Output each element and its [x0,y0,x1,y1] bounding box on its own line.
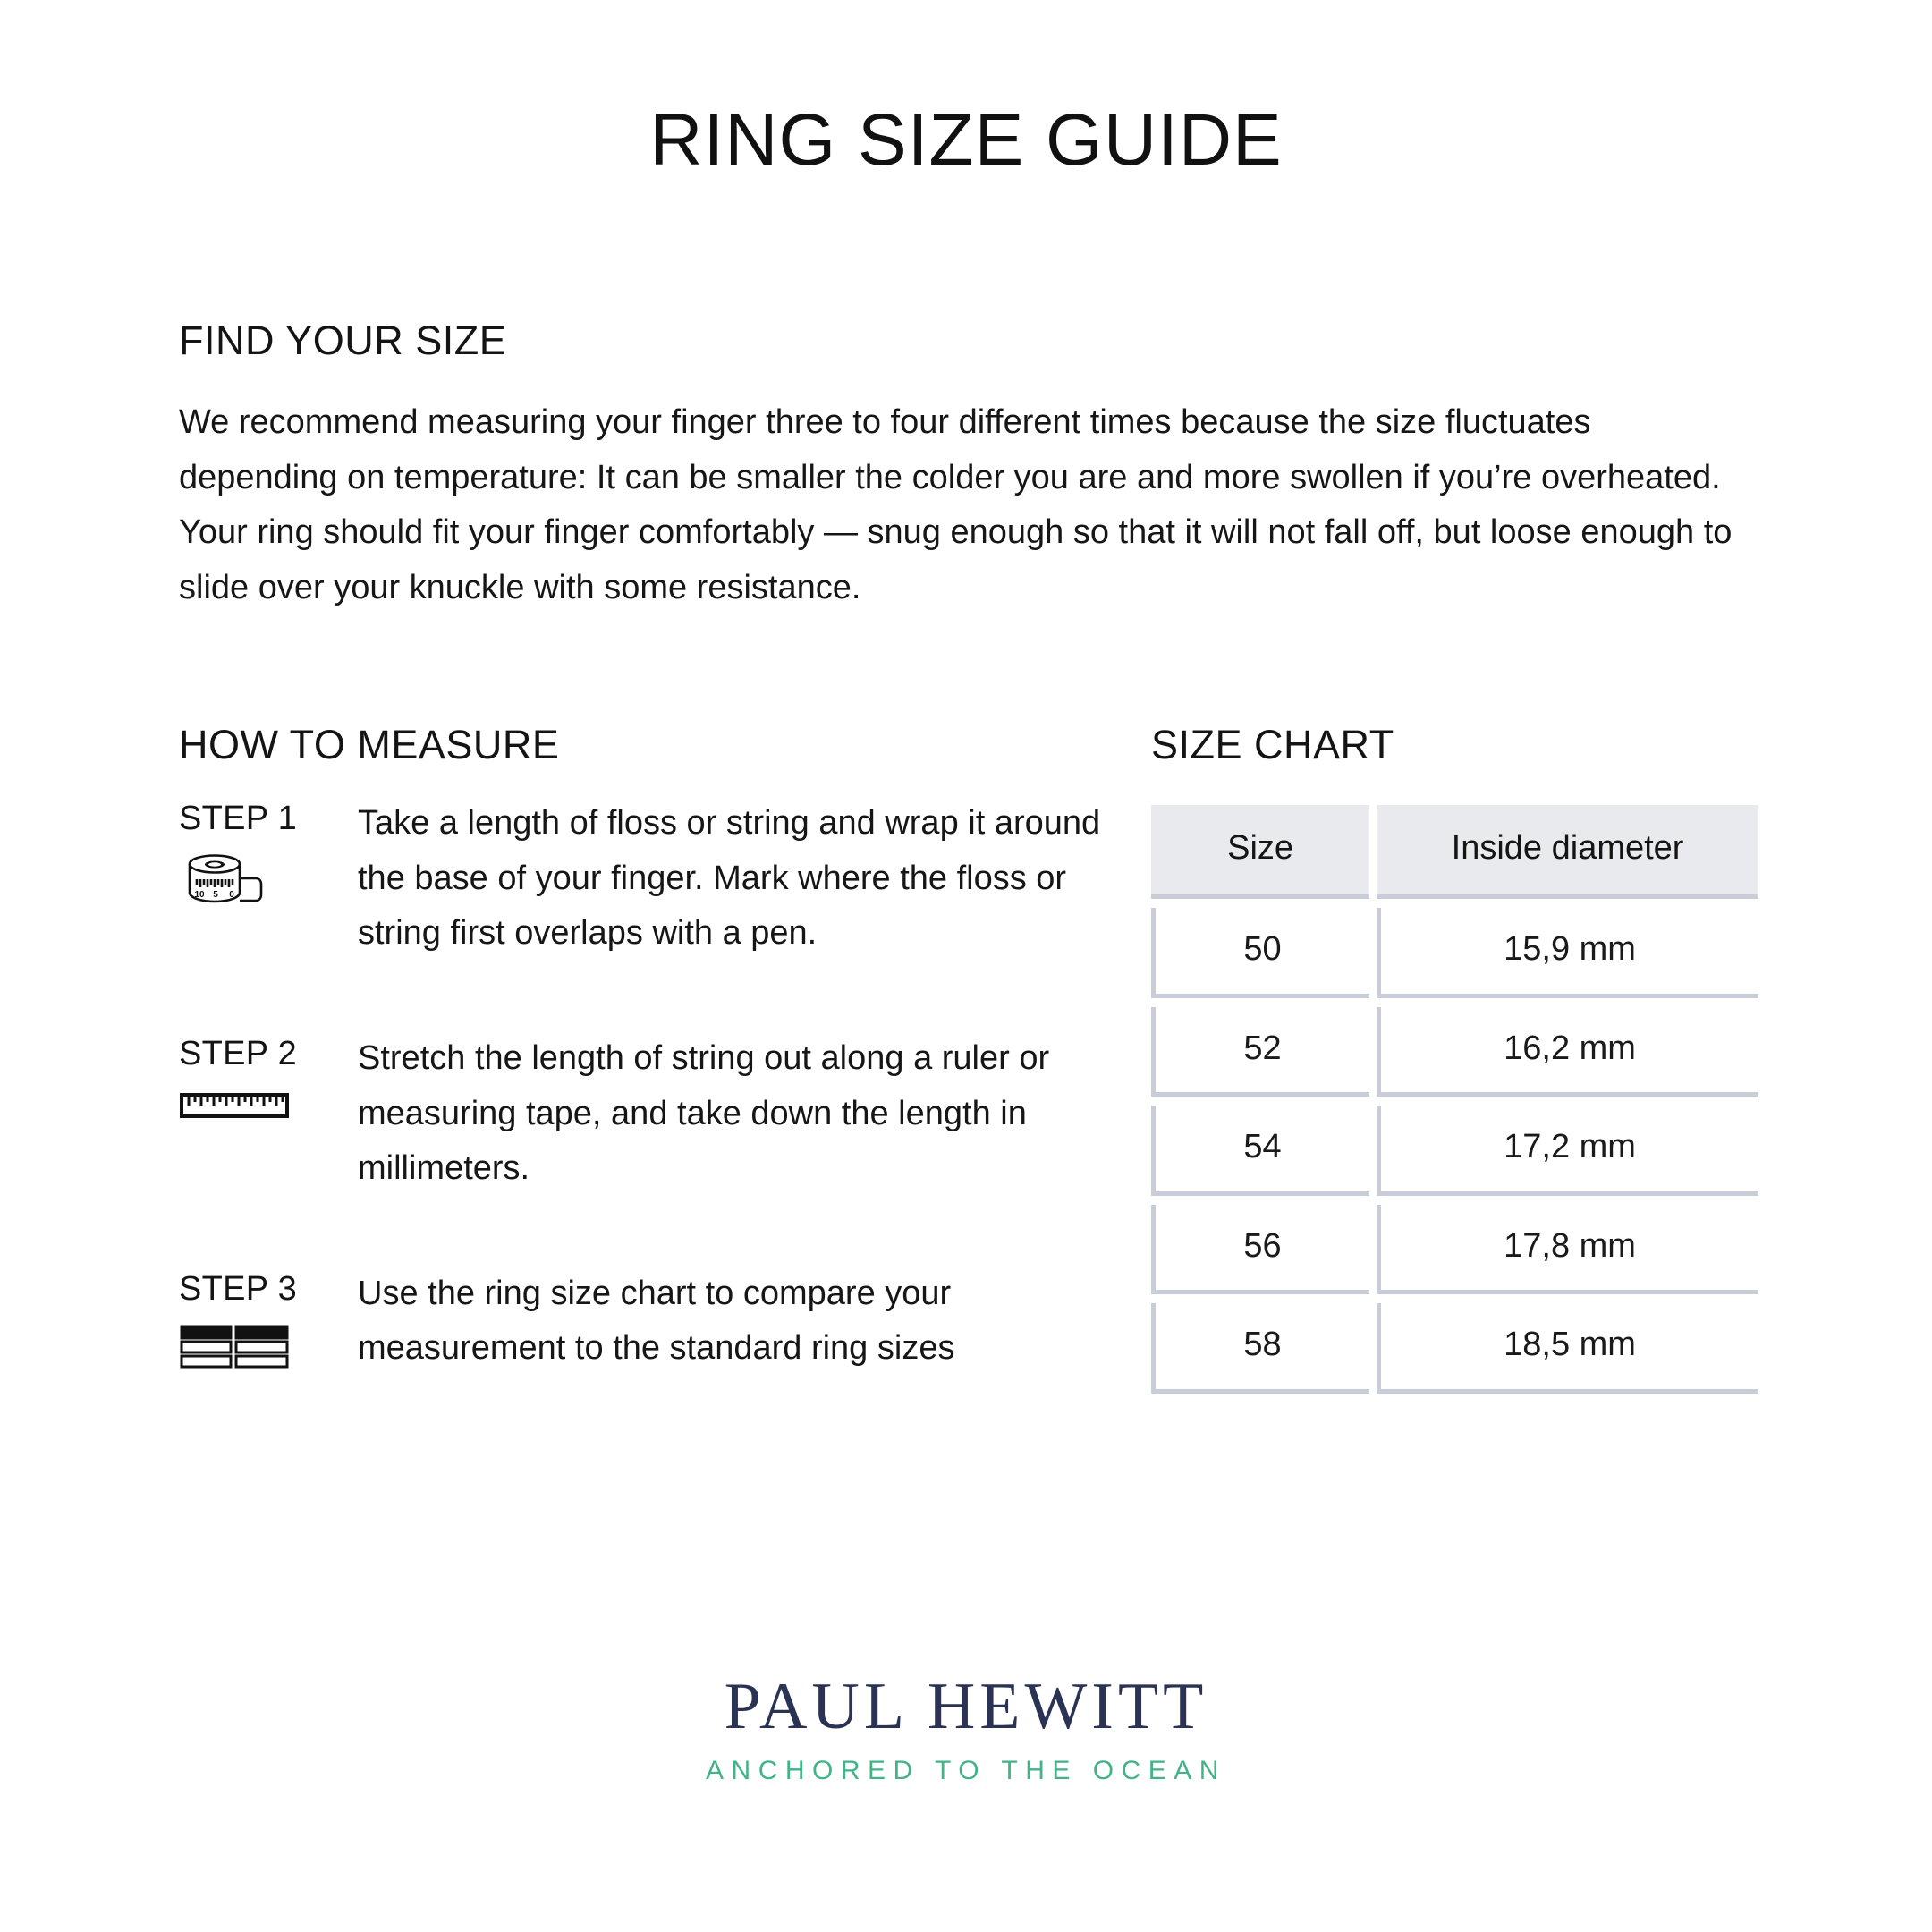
find-your-size-body: We recommend measuring your finger three to four different times because the size fluctuates depending on temperature: It can be smaller the colder you are and more swollen if you’re overheated. Your ring should fit your finger comfortably — snug enough so that it will not fall off, but loose enough to slide over your knuckle with some resistance. [179,403,1733,606]
table-row [1151,1303,1758,1394]
table-row [1151,1106,1758,1196]
step-1-text: Take a length of floss or string and wrap it around the base of your finger. Mark where the floss or string first overlaps with a pen. [358,804,1101,953]
cell-size: 50 [1151,908,1369,998]
cell-size: 52 [1151,1007,1369,1097]
size-chart-table [1144,796,1766,1402]
cell-size: 56 [1151,1205,1369,1295]
step-3-label: STEP 3 [179,1269,298,1308]
cell-diameter: 18,5 mm [1377,1303,1758,1394]
table-header-row [1151,805,1758,899]
size-chart-heading: SIZE CHART [1151,722,1394,768]
cell-diameter: 15,9 mm [1377,908,1758,998]
table-row [1151,1007,1758,1097]
svg-text:10: 10 [194,890,205,901]
svg-text:0: 0 [229,890,234,901]
table-row [1151,1205,1758,1295]
brand-tagline: ANCHORED TO THE OCEAN [706,1756,1226,1785]
step-2-text: Stretch the length of string out along a ruler or measuring tape, and take down the length in millimeters. [358,1039,1050,1188]
column-header-size: Size [1151,805,1369,899]
svg-text:5: 5 [213,890,218,901]
measuring-tape-icon [179,852,358,908]
brand-logo-wordmark: PAUL HEWITT [724,1670,1208,1743]
step-3-left [179,1267,358,1378]
step-1-label: STEP 1 [179,800,298,838]
step-2-left [179,1031,358,1143]
ruler-icon [179,1088,358,1143]
cell-diameter: 17,2 mm [1377,1106,1758,1196]
table-chart-icon [179,1323,358,1378]
table-row [1151,908,1758,998]
find-your-size-heading: FIND YOUR SIZE [179,318,507,364]
page-title: RING SIZE GUIDE [649,99,1283,181]
cell-size: 58 [1151,1303,1369,1394]
size-chart-column [1123,721,1766,1402]
step-item [179,1031,1123,1197]
cell-diameter: 17,8 mm [1377,1205,1758,1295]
step-2-label: STEP 2 [179,1035,298,1073]
column-header-inside-diameter: Inside diameter [1377,805,1758,899]
step-3-text: Use the ring size chart to compare your measurement to the standard ring sizes [358,1274,955,1368]
find-your-size-section [179,317,1753,615]
how-to-measure-column [179,721,1123,1402]
how-to-measure-heading: HOW TO MEASURE [179,722,560,768]
brand-footer [0,1670,1932,1785]
cell-size: 54 [1151,1106,1369,1196]
step-item [179,796,1123,962]
measure-and-chart-columns [179,721,1753,1402]
cell-diameter: 16,2 mm [1377,1007,1758,1097]
step-1-left [179,796,358,908]
step-item [179,1267,1123,1378]
